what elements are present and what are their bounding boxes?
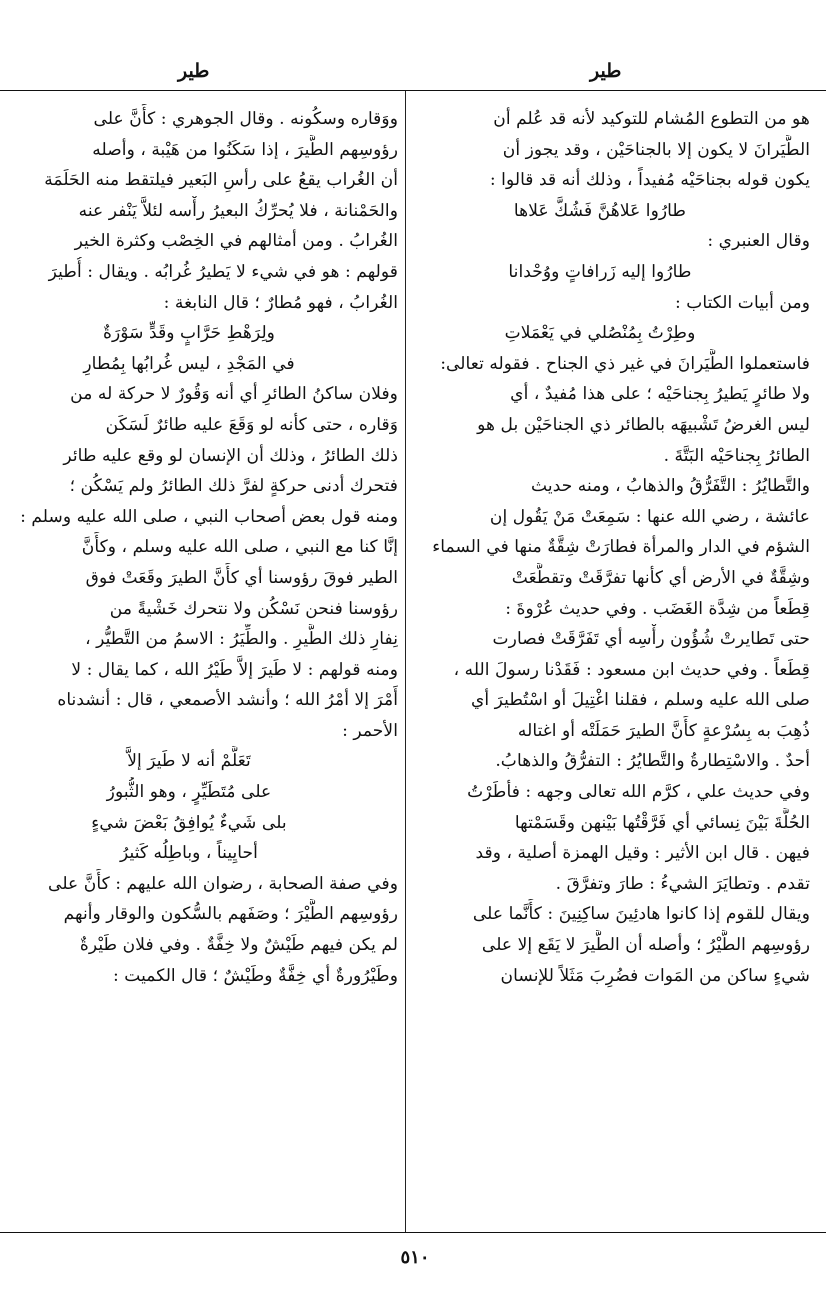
text-line: ذُهِبَ به بِسُرْعةٍ كأَنَّ الطيرَ حَمَلَتْه أو اغتاله <box>517 720 810 741</box>
verse-line: طارُوا عَلاهُنَّ فَشُكَّ عَلاها <box>513 200 687 221</box>
left-column <box>0 104 398 991</box>
text-line: رؤوسنا فنحن نَسْكُن ولا نتحرك خَشْيةً من <box>109 598 398 619</box>
text-line: ومنه قولهم : لا طَيرَ إلاَّ طَيْرُ الله ، كما يقال : لا <box>71 659 398 680</box>
text-line: الطائرُ بِجناحَيْه البَتَّةَ . <box>663 445 810 466</box>
text-line: رؤوسِهم الطَّيْرُ ؛ وأصله أن الطَّيرَ لا يَقَع إلا على <box>481 935 810 956</box>
text-line: يكون قوله بجناحَيْه مُفيداً ، وذلك أنه قد قالوا : <box>489 170 810 191</box>
text-line: نِفارِ ذلك الطَّيرِ . والطِّيَرُ : الاسمُ من التَّطيُّر ، <box>85 629 398 650</box>
verse-line: بلى شَيءٌ يُوافِقُ بَعْضَ شيءٍ <box>91 812 287 833</box>
text-line: ذلك الطائرُ ، وذلك أن الإنسان لو وقع عليه طائر <box>63 445 398 466</box>
text-line: وقال العنبري : <box>707 231 810 252</box>
text-line: أحدٌ . والاسْتِطارةُ والتَّطايُرُ : التفرُّقُ والذهابُ. <box>495 751 810 772</box>
text-line: فيهن . قال ابن الأثير : وقيل الهمزة أصلية ، وقد <box>475 843 810 864</box>
running-header-left: طير <box>178 60 210 82</box>
text-line: والحَمْنانة ، فلا يُحرِّكُ البعيرُ رأْسه لئلاَّ يَنْفر عنه <box>78 200 398 221</box>
running-header-right: طير <box>590 60 622 82</box>
text-line: ولا طائرٍ يَطيرُ بِجناحَيْه ؛ على هذا مُفيدٌ ، أي <box>510 384 810 405</box>
text-line: الطير فوقَ رؤوسنا أي كأَنَّ الطيرَ وقَعَتْ فوق <box>85 567 398 588</box>
text-line: أن الغُراب يقعُ على رأسِ البَعير فيلتقط منه الحَلَمَة <box>44 170 398 191</box>
text-line: ومن أبيات الكتاب : <box>674 292 810 313</box>
text-line: هو من التطوع المُشام للتوكيد لأنه قد عُلم أن <box>493 109 810 129</box>
text-line: وشِقَّةٌ في الأرض أي كأنها تفرَّقَتْ وتقطَّعَتْ <box>511 567 810 588</box>
text-line: الطَّيَرانَ لا يكون إلا بالجناحَيْن ، وقد يجوز أن <box>502 139 810 160</box>
text-line: رؤوسِهم الطَّيرَ ، إذا سَكَنُوا من هَيْبة ، وأصله <box>92 139 398 160</box>
text-line: شيءٍ ساكن من المَوات فضُرِبَ مَثَلاً للإنسان <box>500 965 810 986</box>
text-line: قِطَعاً . وفي حديث ابن مسعود : فَقَدْنا رسولَ الله ، <box>453 659 810 680</box>
text-line: عائشة ، رضي الله عنها : سَمِعَتْ مَنْ يَقُول إن <box>489 506 810 527</box>
text-line: الشؤم في الدار والمرأة فطارَتْ شِقَّةٌ منها في السماء <box>432 537 810 558</box>
text-line: وفي صفة الصحابة ، رضوان الله عليهم : كأَنَّ على <box>48 873 398 894</box>
verse-line: في المَجْدِ ، ليس غُرابُها بِمُطارِ <box>83 353 295 374</box>
text-line: إنَّا كنا مع النبي ، صلى الله عليه وسلم ، وكأَنَّ <box>81 537 398 558</box>
verse-line: طارُوا إليه زَرافاتٍ ووُحْدانا <box>508 261 692 282</box>
verse-line: تَعَلَّمْ أنه لا طَيرَ إلاَّ <box>127 751 251 772</box>
text-line: تقدم . وتطايَرَ الشيءُ : طارَ وتفرَّقَ . <box>555 873 810 894</box>
text-line: الغُرابُ ، فهو مُطارٌ ؛ قال النابغة : <box>163 292 398 313</box>
text-line: ووَقاره وسكُونه . وقال الجوهري : كأَنَّ على <box>93 109 398 129</box>
text-line: رؤوسِهم الطَّيْرَ ؛ وصَفَهم بالسُّكون والوقار وأنهم <box>63 904 398 925</box>
text-line: الغُرابُ . ومن أمثالهم في الخِصْب وكثرة الخير <box>74 231 398 252</box>
right-column <box>410 104 810 991</box>
bottom-rule <box>0 1232 826 1233</box>
text-line: أَمْرَ إلا أمْرُ الله ؛ وأنشد الأصمعي ، قال : أنشدناه <box>57 690 398 711</box>
text-line: قولهم : هو في شيء لا يَطيرُ غُرابُه . ويقال : أُطيرَ <box>48 261 398 282</box>
text-line: الحُلَّةَ بَيْنَ نِسائي أي فَرَّقْتُها بَيْنهن وقَسَمْتها <box>514 812 810 833</box>
verse-line: ولِرَهْطِ حَرَّابٍ وقَدٍّ سَوْرَةٌ <box>103 323 275 344</box>
text-line: والتَّطايُرُ : التَّفَرُّقُ والذهابُ ، ومنه حديث <box>531 476 810 497</box>
text-line: وطَيْرُورةٌ أي خِفَّةٌ وطَيْشٌ ؛ قال الكميت : <box>112 965 398 986</box>
text-line: ويقال للقوم إذا كانوا هادئِينَ ساكِنِينَ : كأَنَّما على <box>472 904 810 925</box>
text-line: الأحمر : <box>342 720 398 741</box>
text-line: ومنه قول بعض أصحاب النبي ، صلى الله عليه وسلم : <box>20 506 398 527</box>
text-line: وفي حديث علي ، كرَّم الله تعالى وجهه : فأطَرْتُ <box>467 782 810 803</box>
text-line: حتى تَطايرتْ شُؤُون رأْسِه أي تَفَرَّقَتْ فصارت <box>492 629 810 650</box>
text-line: لم يكن فيهم طَيْشٌ ولا خِفَّةٌ . وفي فلان طَيْرةٌ <box>79 935 398 956</box>
page-number: ٥١٠ <box>400 1247 430 1268</box>
verse-line: أحايِيناً ، وباطِلُه كَثيرُ <box>120 843 258 864</box>
column-divider <box>405 91 406 1232</box>
text-line: فاستعملوا الطَّيَرانَ في غير ذي الجناح . فقوله تعالى: <box>440 353 810 374</box>
text-line: ليس الغرضُ تَشْبيهَه بالطائر ذي الجناحَيْن بل هو <box>477 414 810 435</box>
verse-line: على مُتَطَيِّرٍ ، وهو الثُّبورُ <box>106 782 272 803</box>
text-line: وفلان ساكنُ الطائرِ أي أنه وَقُورٌ لا حركة له من <box>70 384 398 405</box>
text-line: فتحرك أدنى حركةٍ لفرَّ ذلك الطائرُ ولم يَسْكُن ؛ <box>69 476 398 497</box>
verse-line: وطِرْتُ بِمُنْصُلي في يَعْمَلاتِ <box>504 323 696 344</box>
text-line: قِطَعاً من شِدَّة الغَضَب . وفي حديث عُرْوةَ : <box>505 598 810 619</box>
text-line: صلى الله عليه وسلم ، فقلنا اغْتِيلَ أو اسْتُطيرَ أي <box>470 690 810 711</box>
top-rule <box>0 90 826 91</box>
text-line: وَقاره ، حتى كأنه لو وَقَعَ عليه طائرٌ لَسَكَن <box>105 414 398 435</box>
